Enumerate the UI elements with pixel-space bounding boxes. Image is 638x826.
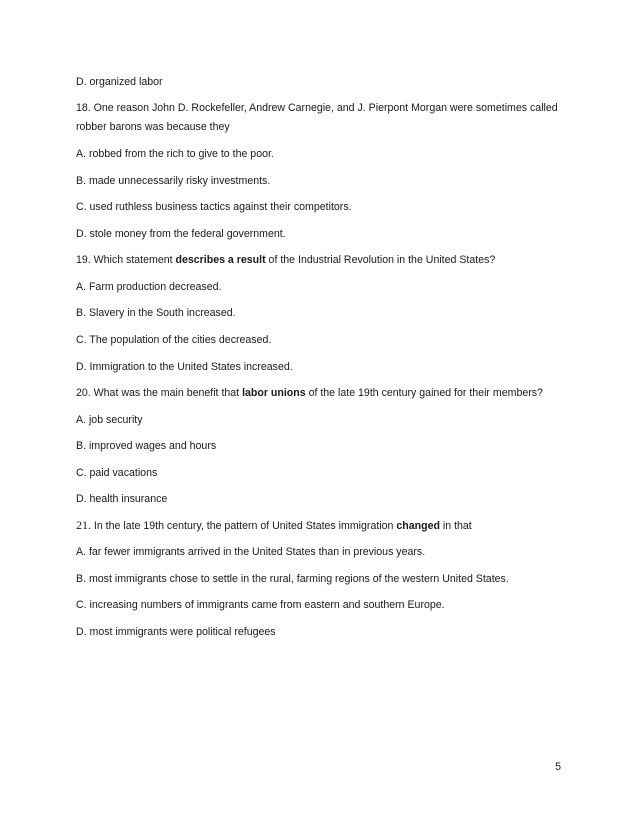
question-21-stem (76, 519, 472, 533)
question-20-stem-bold: labor unions (242, 387, 306, 399)
question-20-stem (76, 387, 543, 400)
question-18-option-c: C. used ruthless business tactics against their competitors. (76, 201, 352, 213)
question-21-option-d: D. most immigrants were political refugees (76, 626, 276, 638)
answer-option-d: D. organized labor (76, 76, 163, 88)
question-21-option-c: C. increasing numbers of immigrants came from eastern and southern Europe. (76, 599, 445, 611)
question-21-option-b: B. most immigrants chose to settle in the rural, farming regions of the western United States. (76, 573, 509, 585)
question-19-option-c: C. The population of the cities decreased. (76, 334, 272, 346)
question-18-option-a: A. robbed from the rich to give to the poor. (76, 148, 274, 160)
question-19-stem-bold: describes a result (175, 254, 266, 266)
question-21-option-a: A. far fewer immigrants arrived in the United States than in previous years. (76, 546, 426, 558)
question-19-stem (76, 254, 495, 267)
page-number: 5 (555, 761, 561, 773)
question-21-stem-after: in that (439, 520, 472, 532)
question-21-number: 21 (76, 518, 88, 532)
question-20-stem-before: 20. What was the main benefit that (76, 387, 243, 399)
question-20-option-c: C. paid vacations (76, 467, 158, 479)
question-19-stem-after: of the Industrial Revolution in the United States? (265, 254, 496, 266)
question-18-option-b: B. made unnecessarily risky investments. (76, 175, 271, 187)
question-20-option-d: D. health insurance (76, 493, 168, 505)
question-18-option-d: D. stole money from the federal government. (76, 228, 286, 240)
question-20-stem-after: of the late 19th century gained for their members? (305, 387, 543, 399)
question-20-option-a: A. job security (76, 414, 143, 426)
question-18-stem-line1: 18. One reason John D. Rockefeller, Andrew Carnegie, and J. Pierpont Morgan were sometimes called (76, 102, 558, 114)
question-19-stem-before: 19. Which statement (76, 254, 176, 266)
question-20-option-b: B. improved wages and hours (76, 440, 217, 452)
question-21-stem-bold: changed (396, 520, 440, 532)
question-21-stem-before: . In the late 19th century, the pattern of United States immigration (88, 520, 397, 532)
question-19-option-a: A. Farm production decreased. (76, 281, 222, 293)
question-19-option-b: B. Slavery in the South increased. (76, 307, 236, 319)
question-18-stem-line2: robber barons was because they (76, 121, 230, 133)
question-19-option-d: D. Immigration to the United States increased. (76, 361, 293, 373)
